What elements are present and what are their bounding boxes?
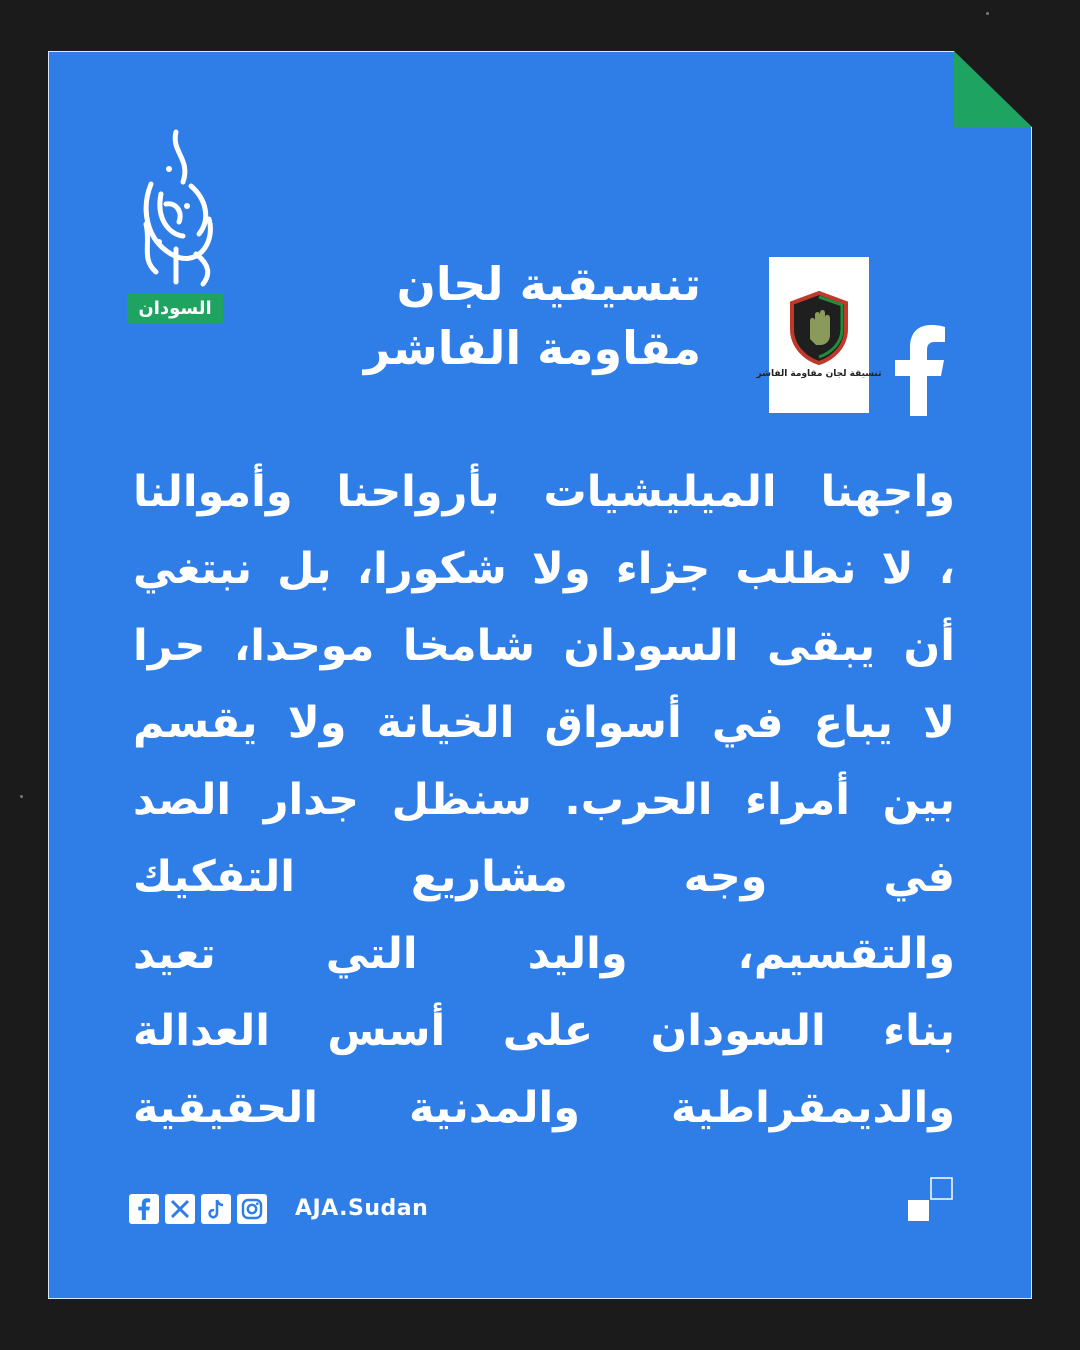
x-icon[interactable] <box>165 1194 195 1224</box>
source-title <box>281 252 701 380</box>
quote-line: والديمقراطية والمدنية الحقيقية <box>133 1083 955 1133</box>
quote-line: في وجه مشاريع التفكيك <box>133 852 955 902</box>
source-title-line1: تنسيقية لجان <box>396 257 701 311</box>
quote-card <box>48 51 1032 1299</box>
source-logo <box>756 257 882 413</box>
quote-line: بين أمراء الحرب. سنظل جدار الصد <box>133 775 955 825</box>
quote-text <box>133 454 955 1147</box>
squares-icon <box>907 1177 953 1223</box>
shield-fist-icon <box>788 291 850 365</box>
quote-line: أن يبقى السودان شامخا موحدا، حرا <box>133 621 955 671</box>
tiktok-icon[interactable] <box>201 1194 231 1224</box>
facebook-icon[interactable] <box>891 324 947 416</box>
region-badge: السودان <box>127 293 223 323</box>
quote-line: والتقسيم، واليد التي تعيد <box>133 929 955 979</box>
account-handle[interactable]: AJA.Sudan <box>295 1196 429 1221</box>
quote-line: بناء السودان على أسس العدالة <box>133 1006 955 1056</box>
quote-line: لا يباع في أسواق الخيانة ولا يقسم <box>133 698 955 748</box>
social-icons <box>129 1194 267 1224</box>
source-logo-caption: تنسيقة لجان مقاومة الفاشر <box>756 369 882 379</box>
quote-line: واجهنا الميليشيات بأرواحنا وأموالنا <box>133 467 955 517</box>
instagram-icon[interactable] <box>237 1194 267 1224</box>
facebook-icon[interactable] <box>129 1194 159 1224</box>
source-title-line2: مقاومة الفاشر <box>363 321 701 375</box>
quote-line: ، لا نطلب جزاء ولا شكورا، بل نبتغي <box>133 544 955 594</box>
folded-corner-icon <box>954 51 1032 127</box>
